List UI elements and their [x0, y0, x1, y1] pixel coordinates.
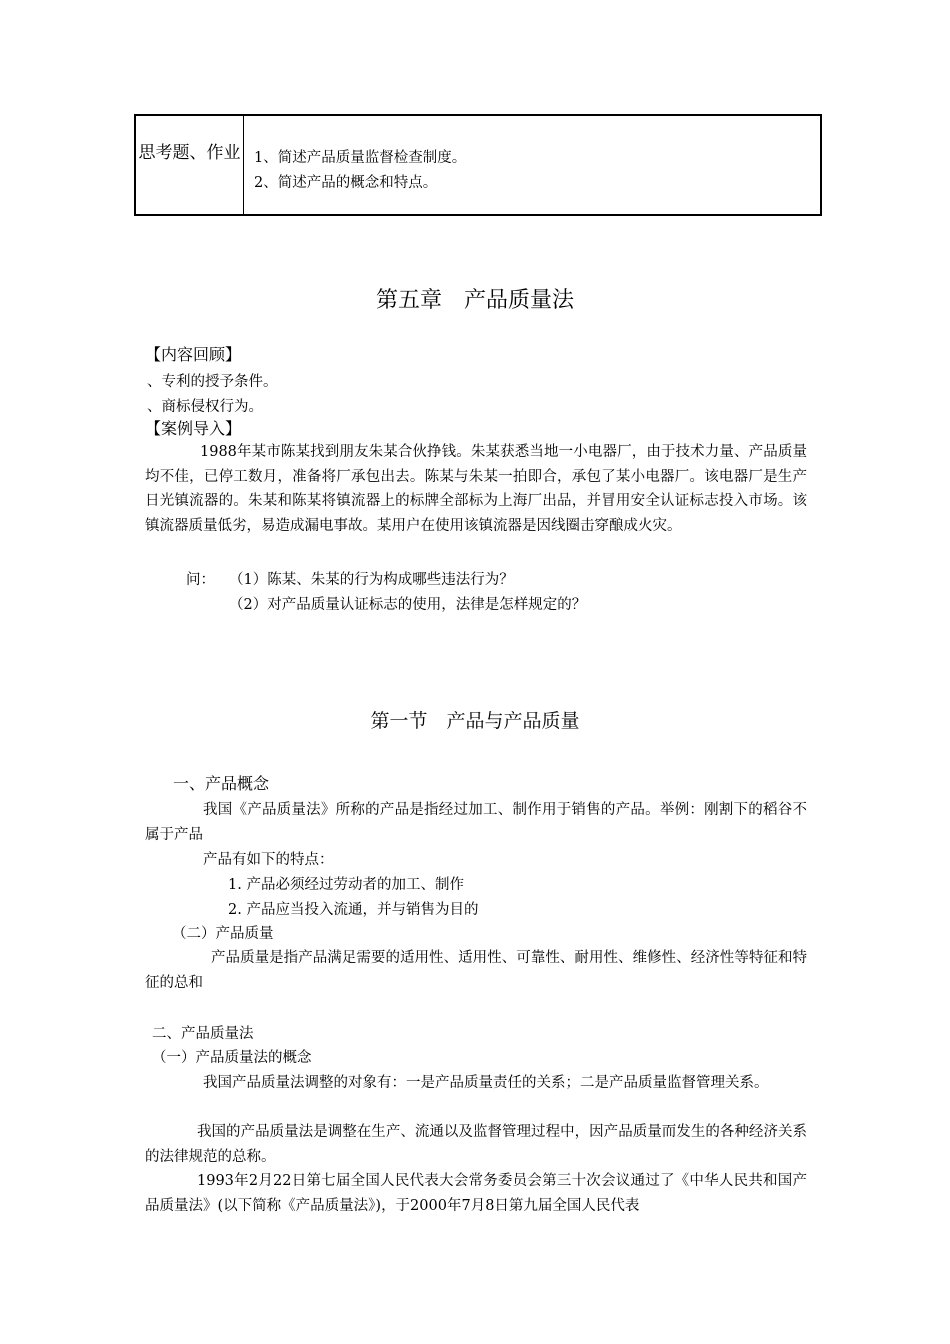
homework-label: 思考题、作业 — [138, 143, 241, 163]
question-label: 问： — [186, 572, 215, 588]
homework-items — [254, 146, 466, 196]
quality-subheading: （二）产品质量 — [172, 926, 274, 942]
feature-item: 2. 产品应当投入流通，并与销售为目的 — [228, 902, 479, 918]
part1-heading: 一、产品概念 — [173, 774, 270, 793]
chapter-title: 第五章 产品质量法 — [375, 288, 574, 313]
homework-item: 1、简述产品质量监督检查制度。 — [254, 150, 467, 166]
review-item: 、专利的授予条件。 — [147, 374, 278, 390]
law-scope: 我国产品质量法调整的对象有：一是产品质量责任的关系；二是产品质量监督管理关系。 — [203, 1075, 769, 1091]
review-heading: 【内容回顾】 — [145, 345, 242, 364]
law-definition: 我国的产品质量法是调整在生产、流通以及监督管理过程中，因产品质量而发生的各种经济关系的法律规范的总称。 — [145, 1124, 807, 1165]
question-1: （1）陈某、朱某的行为构成哪些违法行为？ — [229, 572, 514, 588]
case-heading: 【案例导入】 — [145, 419, 242, 438]
review-item: 、商标侵权行为。 — [147, 399, 263, 415]
law-history: 1993年2月22日第七届全国人民代表大会常务委员会第三十次会议通过了《中华人民共和国产品质量法》(以下简称《产品质量法》)，于2000年7月8日第九届全国人民代表 — [145, 1173, 807, 1214]
table-divider — [243, 116, 244, 214]
part2-subheading: （一）产品质量法的概念 — [152, 1050, 312, 1066]
section-title: 第一节 产品与产品质量 — [370, 710, 580, 732]
product-definition: 我国《产品质量法》所称的产品是指经过加工、制作用于销售的产品。举例：刚割下的稻谷不属于产品 — [145, 802, 807, 843]
part2-heading: 二、产品质量法 — [152, 1026, 254, 1042]
case-text: 1988年某市陈某找到朋友朱某合伙挣钱。朱某获悉当地一小电器厂，由于技术力量、产品质量均不佳，已停工数月，准备将厂承包出去。陈某与朱某一拍即合，承包了某小电器厂。该电器厂是生产日光镇流器的。朱某和陈某将镇流器上的标牌全部标为上海厂出品，并冒用安全认证标志投入市场。该镇流器质量低劣，易造成漏电事故。某用户在使用该镇流器是因线圈击穿酿成火灾。 — [145, 444, 807, 534]
features-intro: 产品有如下的特点： — [203, 852, 334, 868]
homework-table — [134, 114, 822, 216]
homework-item: 2、简述产品的概念和特点。 — [254, 175, 438, 191]
question-2: （2）对产品质量认证标志的使用，法律是怎样规定的？ — [229, 597, 587, 613]
quality-definition: 产品质量是指产品满足需要的适用性、适用性、可靠性、耐用性、维修性、经济性等特征和特征的总和 — [145, 950, 807, 991]
feature-item: 1. 产品必须经过劳动者的加工、制作 — [228, 877, 464, 893]
